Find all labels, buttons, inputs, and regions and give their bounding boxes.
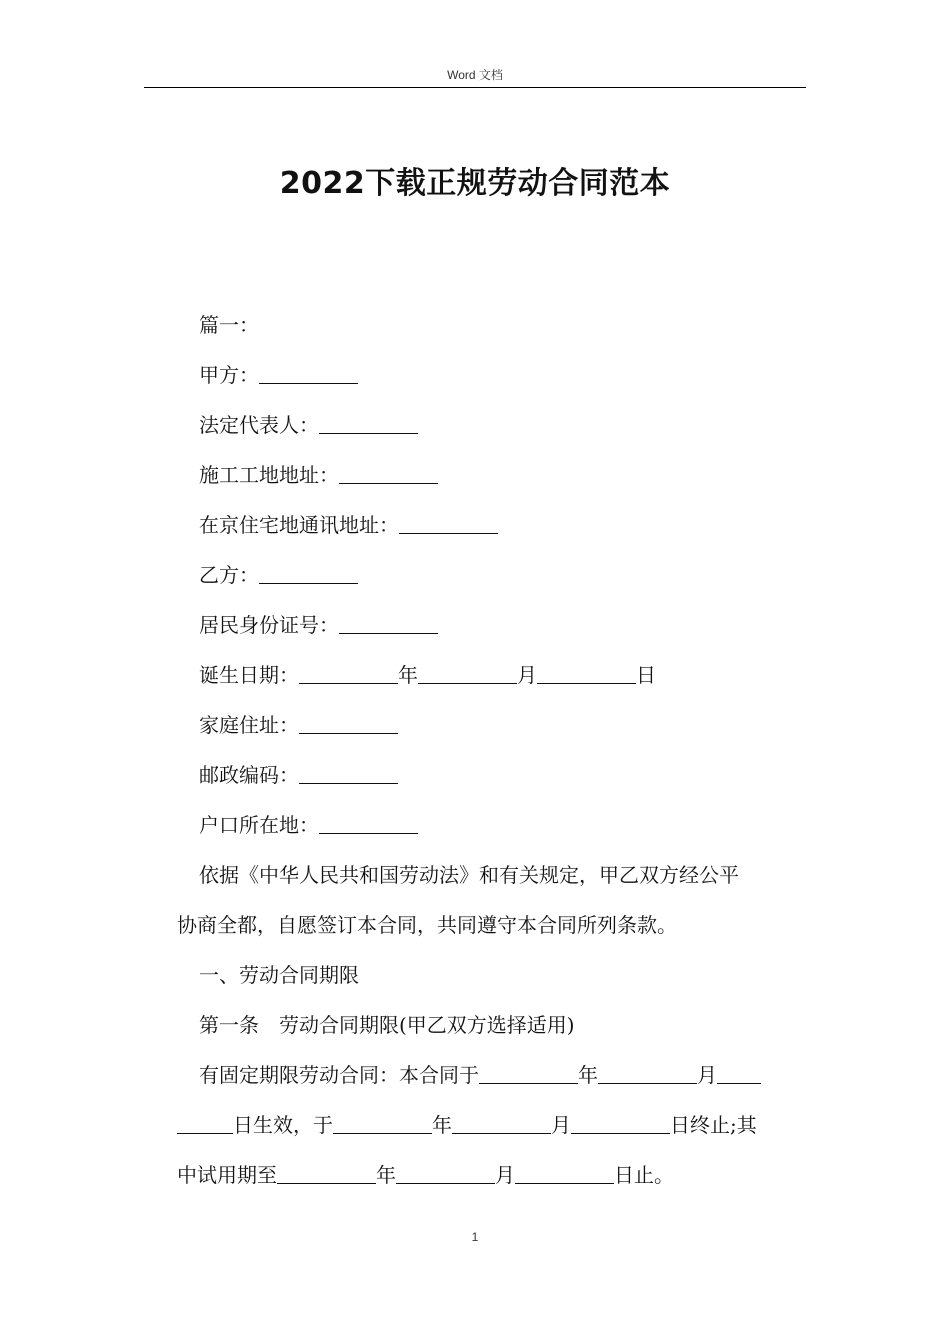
preamble-line-2: 协商全都，自愿签订本合同，共同遵守本合同所列条款。 [177, 913, 677, 937]
fill-blank [319, 812, 418, 834]
legal-representative-line [177, 400, 802, 450]
label-text: 年 [398, 663, 418, 687]
document-body [177, 300, 802, 1200]
label-text: 月 [517, 663, 537, 687]
label-text: 日 [636, 663, 656, 687]
fill-blank [259, 362, 358, 384]
fill-blank [479, 1062, 578, 1084]
fill-blank [339, 612, 438, 634]
label-text: 有固定期限劳动合同：本合同于 [199, 1063, 479, 1087]
party-b-line [177, 550, 802, 600]
label-text: 年 [376, 1163, 396, 1187]
label-text: 户口所在地： [199, 813, 319, 837]
fill-blank [571, 1112, 670, 1134]
household-registration-line [177, 800, 802, 850]
fixed-term-line-2 [177, 1100, 802, 1150]
article-heading: 第一条 劳动合同期限(甲乙双方选择适用) [199, 1013, 575, 1037]
postal-code-line [177, 750, 802, 800]
fill-blank [259, 562, 358, 584]
label-text: 年 [432, 1113, 452, 1137]
label-text: 年 [578, 1063, 598, 1087]
party-a-line [177, 350, 802, 400]
label-text: 法定代表人： [199, 413, 319, 437]
fill-blank [277, 1162, 376, 1184]
chapter-heading: 一、劳动合同期限 [199, 963, 359, 987]
fill-blank [396, 1162, 495, 1184]
label-text: 月 [551, 1113, 571, 1137]
birth-date-line [177, 650, 802, 700]
label-text: 甲方： [199, 363, 259, 387]
fill-blank [299, 662, 398, 684]
fill-blank [717, 1062, 761, 1084]
fill-blank [333, 1112, 432, 1134]
label-text: 中试用期至 [177, 1163, 277, 1187]
fill-blank [299, 762, 398, 784]
fixed-term-line-3 [177, 1150, 802, 1200]
fill-blank [418, 662, 517, 684]
header-divider [144, 87, 806, 88]
label-text: 邮政编码： [199, 763, 299, 787]
label-text: 日止。 [614, 1163, 674, 1187]
fill-blank [452, 1112, 551, 1134]
fill-blank [399, 512, 498, 534]
site-address-line [177, 450, 802, 500]
label-text: 篇一： [199, 313, 259, 337]
section-heading [177, 300, 802, 350]
fill-blank [537, 662, 636, 684]
beijing-address-line [177, 500, 802, 550]
document-title: 2022下载正规劳动合同范本 [279, 166, 671, 201]
label-text: 月 [495, 1163, 515, 1187]
fill-blank [598, 1062, 697, 1084]
label-text: 月 [697, 1063, 717, 1087]
label-text: 施工工地地址： [199, 463, 339, 487]
fill-blank [515, 1162, 614, 1184]
page-number: 1 [471, 1230, 479, 1244]
label-text: 日终止;其 [670, 1113, 757, 1137]
preamble-line-1: 依据《中华人民共和国劳动法》和有关规定，甲乙双方经公平 [199, 863, 739, 887]
home-address-line [177, 700, 802, 750]
fill-blank [319, 412, 418, 434]
label-text: 日生效，于 [233, 1113, 333, 1137]
fill-blank [339, 462, 438, 484]
label-text: 在京住宅地通讯地址： [199, 513, 399, 537]
fill-blank [177, 1112, 233, 1134]
label-text: 居民身份证号： [199, 613, 339, 637]
label-text: 诞生日期： [199, 663, 299, 687]
label-text: 家庭住址： [199, 713, 299, 737]
id-number-line [177, 600, 802, 650]
page-header: Word 文档 [447, 68, 503, 82]
label-text: 乙方： [199, 563, 259, 587]
fixed-term-line-1 [177, 1050, 802, 1100]
fill-blank [299, 712, 398, 734]
